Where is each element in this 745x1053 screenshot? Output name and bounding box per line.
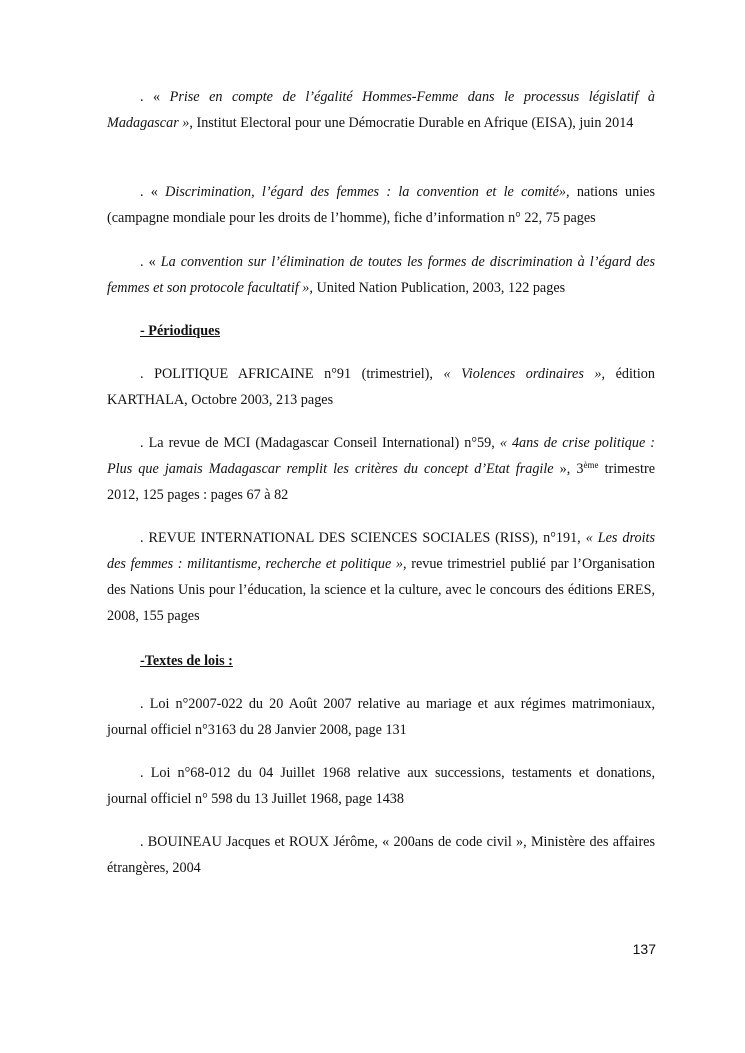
law-text: . BOUINEAU Jacques et ROUX Jérôme, « 200ans de code civil », Ministère des affaires étrangères, 2004 [107, 834, 655, 876]
periodical-title: « 4ans de crise politique : Plus que jamais Madagascar remplit les critères du concept d’Etat fragile [107, 435, 655, 477]
periodical-ordinal-suffix: ème [583, 460, 599, 470]
periodical-lead: . REVUE INTERNATIONAL DES SCIENCES SOCIALES (RISS), n°191, [140, 530, 586, 546]
reference-lead: . « [140, 184, 166, 200]
lois-heading: -Textes de lois : [140, 653, 233, 669]
periodical-riss [107, 525, 655, 629]
reference-title: La convention sur l’élimination de toutes les formes de discrimination à l’égard des femmes et son protocole facultatif », [107, 254, 655, 296]
reference-title: Prise en compte de l’égalité Hommes-Femme dans le processus législatif à Madagascar » [107, 89, 656, 131]
periodical-ordinal: 3 [576, 461, 584, 477]
periodiques-heading: - Périodiques [140, 323, 220, 339]
periodical-title: « Violences ordinaires », [443, 366, 606, 382]
reference-details: , Institut Electoral pour une Démocratie Durable en Afrique (EISA), juin 2014 [189, 115, 634, 131]
reference-convention [107, 249, 655, 301]
reference-details: United Nation Publication, 2003, 122 pages [312, 280, 566, 296]
periodical-lead: . POLITIQUE AFRICAINE n°91 (trimestriel), [140, 366, 444, 382]
reference-lead: . « [140, 254, 161, 270]
periodical-details: édition KARTHALA, Octobre 2003, 213 pages [107, 366, 655, 408]
law-text: . Loi n°2007-022 du 20 Août 2007 relative au mariage et aux régimes matrimoniaux, journal officiel n°3163 du 28 Janvier 2008, page 131 [107, 696, 655, 738]
law-2007-022 [107, 691, 655, 743]
periodical-details: », [553, 461, 577, 477]
reference-code-civil [107, 829, 655, 881]
reference-discrimination [107, 179, 655, 231]
law-68-012 [107, 760, 655, 812]
reference-eisa [107, 84, 655, 136]
periodical-tail: trimestre 2012, 125 pages : pages 67 à 82 [107, 461, 655, 503]
reference-lead: . « [140, 89, 170, 105]
page-number: 137 [632, 941, 656, 957]
periodical-mci [107, 430, 655, 508]
periodical-details: , revue trimestriel publié par l’Organisation des Nations Unis pour l’éducation, la science et la culture, avec le concours des éditions ERES, 2008, 155 pages [107, 556, 655, 624]
law-text: . Loi n°68-012 du 04 Juillet 1968 relative aux successions, testaments et donations, journal officiel n° 598 du 13 Juillet 1968, page 1438 [107, 765, 655, 807]
periodical-lead: . La revue de MCI (Madagascar Conseil International) n°59, [140, 435, 500, 451]
reference-details: , nations unies (campagne mondiale pour les droits de l’homme), fiche d’information n° 22, 75 pages [107, 184, 656, 226]
reference-title: Discrimination, l’égard des femmes : la convention et le comité» [165, 184, 567, 200]
periodical-title: « Les droits des femmes : militantisme, recherche et politique » [107, 530, 656, 572]
periodical-politique-africaine [107, 361, 655, 413]
